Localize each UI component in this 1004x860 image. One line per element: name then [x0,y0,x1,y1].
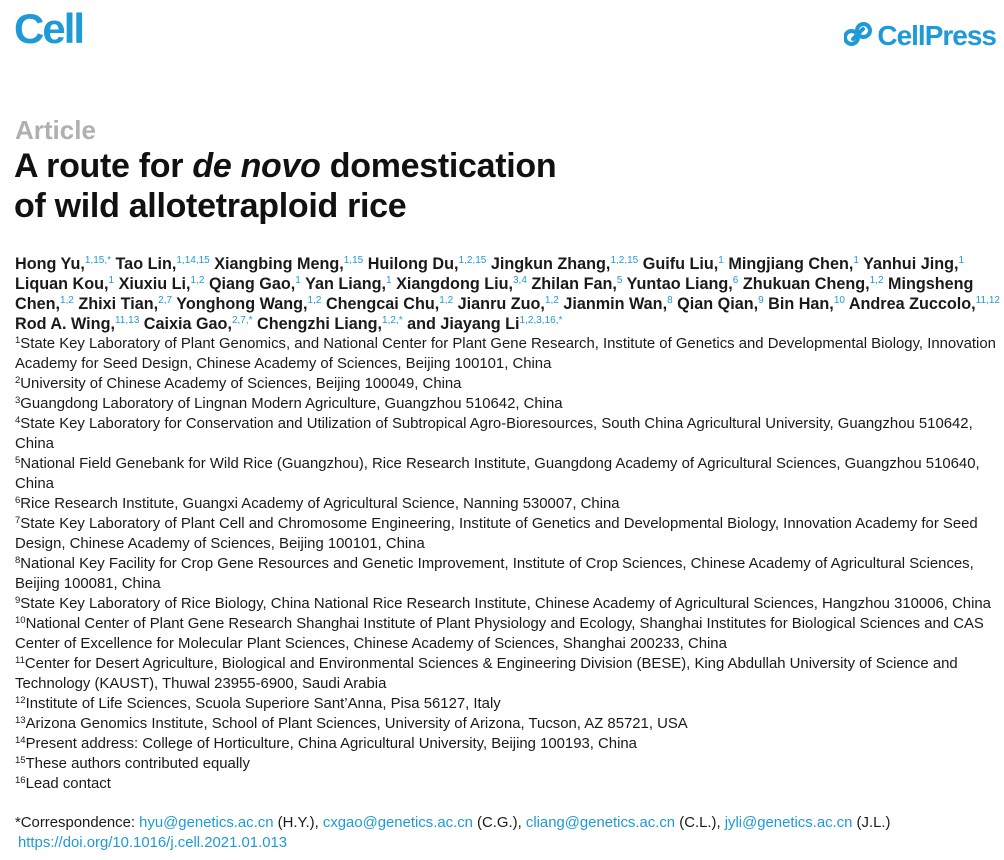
journal-logo: Cell [14,5,84,52]
author-affiliation-mark[interactable]: 1,2 [544,295,559,307]
author-name: Jianru Zuo, [457,295,545,314]
affiliation [15,734,1000,754]
author-affiliation-mark[interactable]: 1 [295,275,301,287]
author-name: Zhilan Fan, [531,275,617,294]
author [326,295,453,313]
author-affiliation-mark[interactable]: 11,13 [114,315,140,327]
author-name: Xiangdong Liu, [396,275,513,294]
author-name: Huilong Du, [367,255,459,273]
affiliation-number: 10 [15,615,26,626]
affiliation-number: 3 [15,395,21,406]
author [15,275,114,293]
affiliation-list [15,334,1000,794]
author-name: Zhixi Tian, [78,295,159,314]
correspondence [15,813,890,833]
author [368,255,487,273]
affiliation [15,394,1000,414]
affiliation [15,774,1000,794]
author-name: Chengcai Chu, [325,295,440,314]
affiliation-text: National Center of Plant Gene Research Shanghai Institute of Plant Physiology and Ecology, Shanghai Institutes for Biological Sciences and CAS Center of Excellence for Molecular Plant Sciences, Chinese Academy of Sciences, Shanghai 200233, China [15,616,984,652]
author-affiliation-mark[interactable]: 2,7 [158,295,173,307]
affiliation-number: 2 [15,375,21,386]
email-link[interactable]: cliang@genetics.ac.cn [525,815,676,831]
author-name: Mingsheng Chen, [15,275,974,314]
author-name: Chengzhi Liang, [257,315,383,334]
author-affiliation-mark[interactable]: 2,7,* [231,315,253,327]
affiliation [15,414,1000,454]
author [15,315,139,333]
author-affiliation-mark[interactable]: 1 [108,275,115,287]
author [458,295,559,313]
author [15,255,111,273]
author-affiliation-mark[interactable]: 1 [958,255,965,266]
affiliation-text: National Key Facility for Crop Gene Resources and Genetic Improvement, Institute of Crop Sciences, Chinese Academy of Agricultural Sciences, Beijing 100081, China [15,556,974,592]
email-owner: (J.L.) [852,815,891,831]
affiliation [15,334,1000,374]
affiliation [15,494,1000,514]
author-affiliation-mark[interactable]: 8 [667,295,673,307]
affiliation [15,554,1000,594]
author [116,255,210,273]
affiliation-number: 16 [15,775,26,786]
author-name: Yanhui Jing, [863,255,959,273]
author-name: Qian Qian, [677,295,759,314]
affiliation-text: Center for Desert Agriculture, Biological and Environmental Sciences & Engineering Division (BESE), King Abdullah University of Science and Technology (KAUST), Thuwal 23955-6900, Saudi Arabia [15,656,958,692]
author-affiliation-mark[interactable]: 11,12 [975,295,1000,307]
article-type: Article [15,115,96,145]
email-link[interactable]: cxgao@genetics.ac.cn [322,815,473,831]
affiliation [15,374,1000,394]
doi-link[interactable]: https://doi.org/10.1016/j.cell.2021.01.013 [18,835,288,851]
author-name: Jianmin Wan, [563,295,668,314]
author-affiliation-mark[interactable]: 10 [833,295,845,307]
author-affiliation-mark[interactable]: 1 [386,275,392,287]
article-title [14,146,774,226]
author-affiliation-mark[interactable]: 1,2,* [382,315,403,327]
author [257,315,403,333]
email-link[interactable]: jyli@genetics.ac.cn [724,815,853,831]
author-name: Qiang Gao, [208,275,296,294]
author [305,275,392,293]
affiliation-number: 6 [15,495,21,506]
affiliation-text: These authors contributed equally [25,756,250,772]
author-affiliation-mark[interactable]: 1,2 [439,295,454,307]
affiliation [15,754,1000,774]
author-name: Yan Liang, [305,275,387,294]
title-part1: A route for [14,147,193,185]
title-italic: de novo [192,147,321,185]
author [176,295,321,313]
affiliation [15,654,1000,694]
author-affiliation-mark[interactable]: 1,2 [59,295,74,307]
author-affiliation-mark[interactable]: 1 [853,255,859,266]
author-name: Rod A. Wing, [15,315,115,334]
author [728,255,859,273]
cellpress-icon [844,20,872,53]
author-name: Xiangbing Meng, [214,255,344,273]
author-affiliation-mark[interactable]: 1,2 [307,295,322,307]
author-affiliation-mark[interactable]: 1,2 [869,275,884,287]
affiliation-number: 15 [15,755,26,766]
author-name: Guifu Liu, [642,255,719,273]
affiliation [15,714,1000,734]
author-affiliation-mark[interactable]: 1,14,15 [176,255,210,266]
author-name: Tao Lin, [115,255,177,273]
author-affiliation-mark[interactable]: 1,2,15 [610,255,639,266]
author-name: and Jiayang Li [407,315,520,334]
author-name: Caixia Gao, [143,315,232,334]
author-name: Yuntao Liang, [626,275,733,294]
author [863,255,964,273]
author [214,255,363,273]
author-affiliation-mark[interactable]: 1,2,15 [458,255,487,266]
author-name: Mingjiang Chen, [728,255,854,273]
author-affiliation-mark[interactable]: 1,2 [190,275,205,287]
author-name: Jingkun Zhang, [490,255,611,273]
title-line2: of wild allotetraploid rice [14,187,407,225]
author-affiliation-mark[interactable]: 1 [718,255,724,266]
author-name: Yonghong Wang, [176,295,308,314]
affiliation-number: 4 [15,415,21,426]
author [627,275,739,293]
affiliation-text: National Field Genebank for Wild Rice (Guangzhou), Rice Research Institute, Guangdong Academy of Agricultural Sciences, Guangzhou 510640, China [15,456,980,492]
author [563,295,672,313]
author-list [15,254,1000,334]
affiliation-text: State Key Laboratory of Plant Cell and Chromosome Engineering, Institute of Genetics and Developmental Biology, Innovation Academy for Seed Design, Chinese Academy of Sciences, Beijing 100101, China [15,516,978,552]
affiliation-number: 12 [15,695,26,706]
author [407,315,562,333]
author [768,295,845,313]
affiliation-number: 7 [15,515,21,526]
author [491,255,638,273]
author-name: Liquan Kou, [15,275,109,294]
author [743,275,884,293]
affiliation [15,454,1000,494]
affiliation-number: 11 [15,655,25,666]
author [677,295,764,313]
affiliation-number: 8 [15,555,21,566]
author [849,295,1000,313]
affiliation-text: Institute of Life Sciences, Scuola Superiore Sant’Anna, Pisa 56127, Italy [25,696,501,712]
author [643,255,724,273]
publisher-logo [844,18,996,54]
author-affiliation-mark[interactable]: 5 [616,275,623,287]
author [119,275,205,293]
affiliation [15,694,1000,714]
affiliation-number: 1 [15,335,21,346]
affiliation [15,614,1000,654]
author [144,315,253,333]
author-name: Hong Yu, [15,255,85,273]
author-name: Andrea Zuccolo, [848,295,976,314]
affiliation-number: 13 [15,715,26,726]
author-affiliation-mark[interactable]: 3,4 [513,275,527,287]
author [78,295,172,313]
author-affiliation-mark[interactable]: 1,2,3,16,* [519,315,563,327]
author-affiliation-mark[interactable]: 1,15 [343,255,364,266]
author [531,275,622,293]
author-name: Xiuxiu Li, [118,275,191,294]
author-name: Zhukuan Cheng, [742,275,870,294]
affiliation-text: University of Chinese Academy of Sciences, Beijing 100049, China [20,376,462,392]
author-name: Bin Han, [768,295,834,314]
email-owner: (C.L.), [675,815,725,831]
author [209,275,301,293]
publisher-name: CellPress [877,20,996,51]
affiliation-number: 5 [15,455,21,466]
affiliation-text: Lead contact [25,776,111,792]
affiliation-text: State Key Laboratory of Rice Biology, China National Rice Research Institute, Chinese Academy of Agricultural Sciences, Hangzhou 310006, China [20,596,991,612]
affiliation-text: State Key Laboratory of Plant Genomics, and National Center for Plant Gene Research, Institute of Genetics and Developmental Biology, Innovation Academy for Seed Design, Chinese Academy of Sciences, Beijing 100101, China [15,336,996,372]
affiliation-text: State Key Laboratory for Conservation and Utilization of Subtropical Agro-Bioresources, South China Agricultural University, Guangzhou 510642, China [15,416,973,452]
email-owner: (C.G.), [472,815,526,831]
email-link[interactable]: hyu@genetics.ac.cn [139,815,274,831]
affiliation [15,514,1000,554]
affiliation-text: Arizona Genomics Institute, School of Plant Sciences, University of Arizona, Tucson, AZ 85721, USA [25,716,688,732]
author-affiliation-mark[interactable]: 6 [732,275,739,287]
affiliation-text: Present address: College of Horticulture, China Agricultural University, Beijing 100193, China [25,736,637,752]
author [396,275,527,293]
affiliation [15,594,1000,614]
affiliation-number: 14 [15,735,26,746]
author-affiliation-mark[interactable]: 9 [758,295,764,307]
title-part2: domestication [320,147,557,185]
affiliation-number: 9 [15,595,21,606]
correspondence-label: *Correspondence: [15,815,140,831]
affiliation-text: Guangdong Laboratory of Lingnan Modern Agriculture, Guangzhou 510642, China [20,396,563,412]
email-owner: (H.Y.), [273,815,323,831]
author-affiliation-mark[interactable]: 1,15,* [84,255,111,266]
affiliation-text: Rice Research Institute, Guangxi Academy of Agricultural Science, Nanning 530007, China [20,496,620,512]
